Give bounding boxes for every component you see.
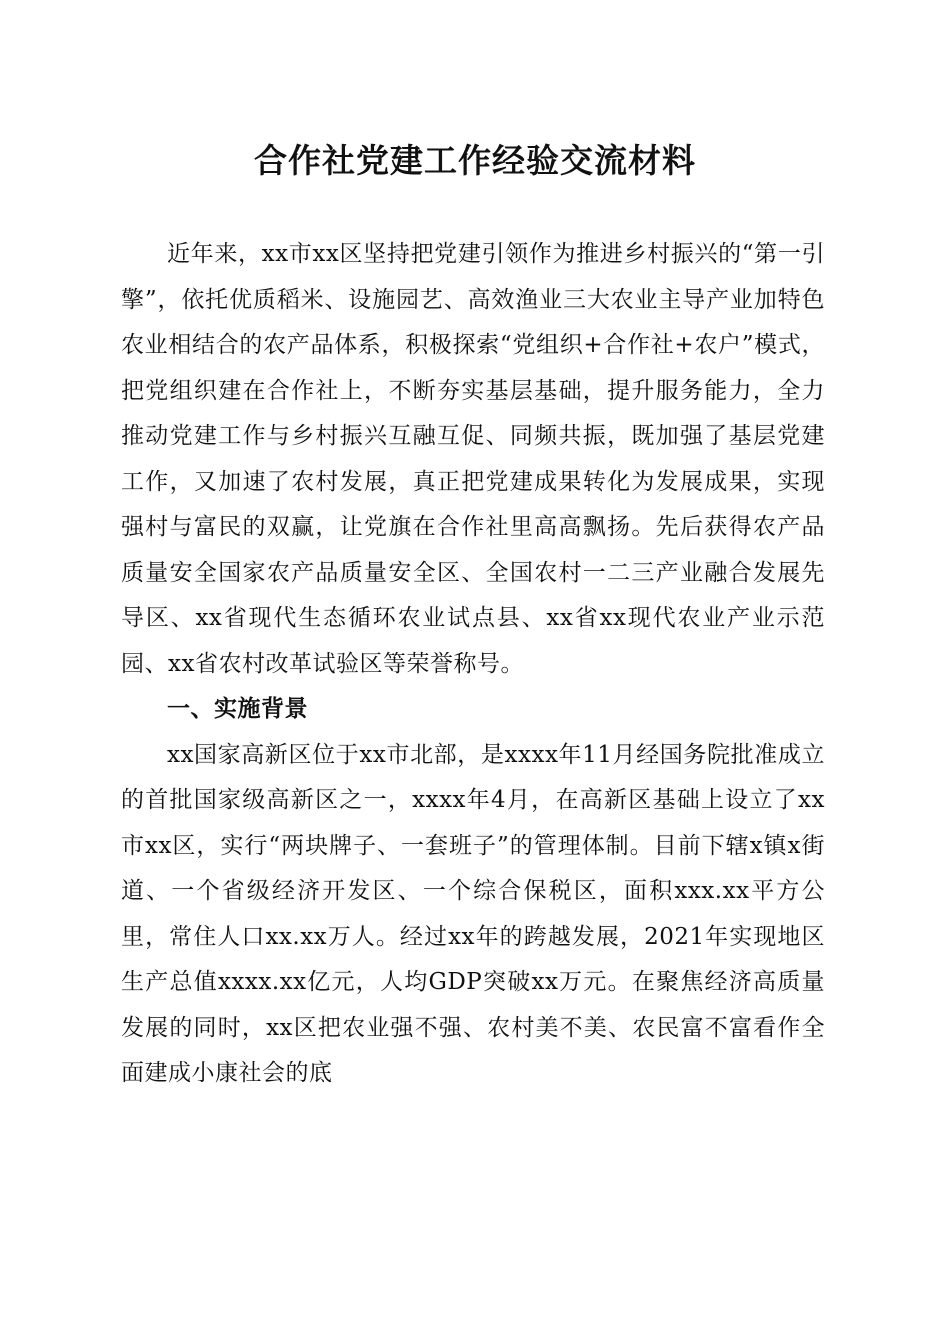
intro-paragraph: 近年来，xx市xx区坚持把党建引领作为推进乡村振兴的“第一引擎”，依托优质稻米、设施园艺、高效渔业三大农业主导产业加特色农业相结合的农产品体系，积极探索“党组织+合作社+农户”模式，把党组织建在合作社上，不断夯实基层基础，提升服务能力，全力推动党建工作与乡村振兴互融互促、同频共振，既加强了基层党建工作，又加速了农村发展，真正把党建成果转化为发展成果，实现强村与富民的双赢，让党旗在合作社里高高飘扬。先后获得农产品质量安全国家农产品质量安全区、全国农村一二三产业融合发展先导区、xx省现代生态循环农业试点县、xx省xx现代农业产业示范园、xx省农村改革试验区等荣誉称号。 — [121, 241, 825, 677]
document-body — [121, 232, 825, 1097]
section-heading: 一、实施背景 — [167, 696, 308, 722]
document-title: 合作社党建工作经验交流材料 — [254, 141, 696, 180]
section-paragraph: xx国家高新区位于xx市北部，是xxxx年11月经国务院批准成立的首批国家级高新区之一，xxxx年4月，在高新区基础上设立了xx市xx区，实行“两块牌子、一套班子”的管理体制。目前下辖x镇x街道、一个省级经济开发区、一个综合保税区，面积xxx.xx平方公里，常住人口xx.xx万人。经过xx年的跨越发展，2021年实现地区生产总值xxxx.xx亿元，人均GDP突破xx万元。在聚焦经济高质量发展的同时，xx区把农业强不强、农村美不美、农民富不富看作全面建成小康社会的底 — [121, 741, 825, 1086]
